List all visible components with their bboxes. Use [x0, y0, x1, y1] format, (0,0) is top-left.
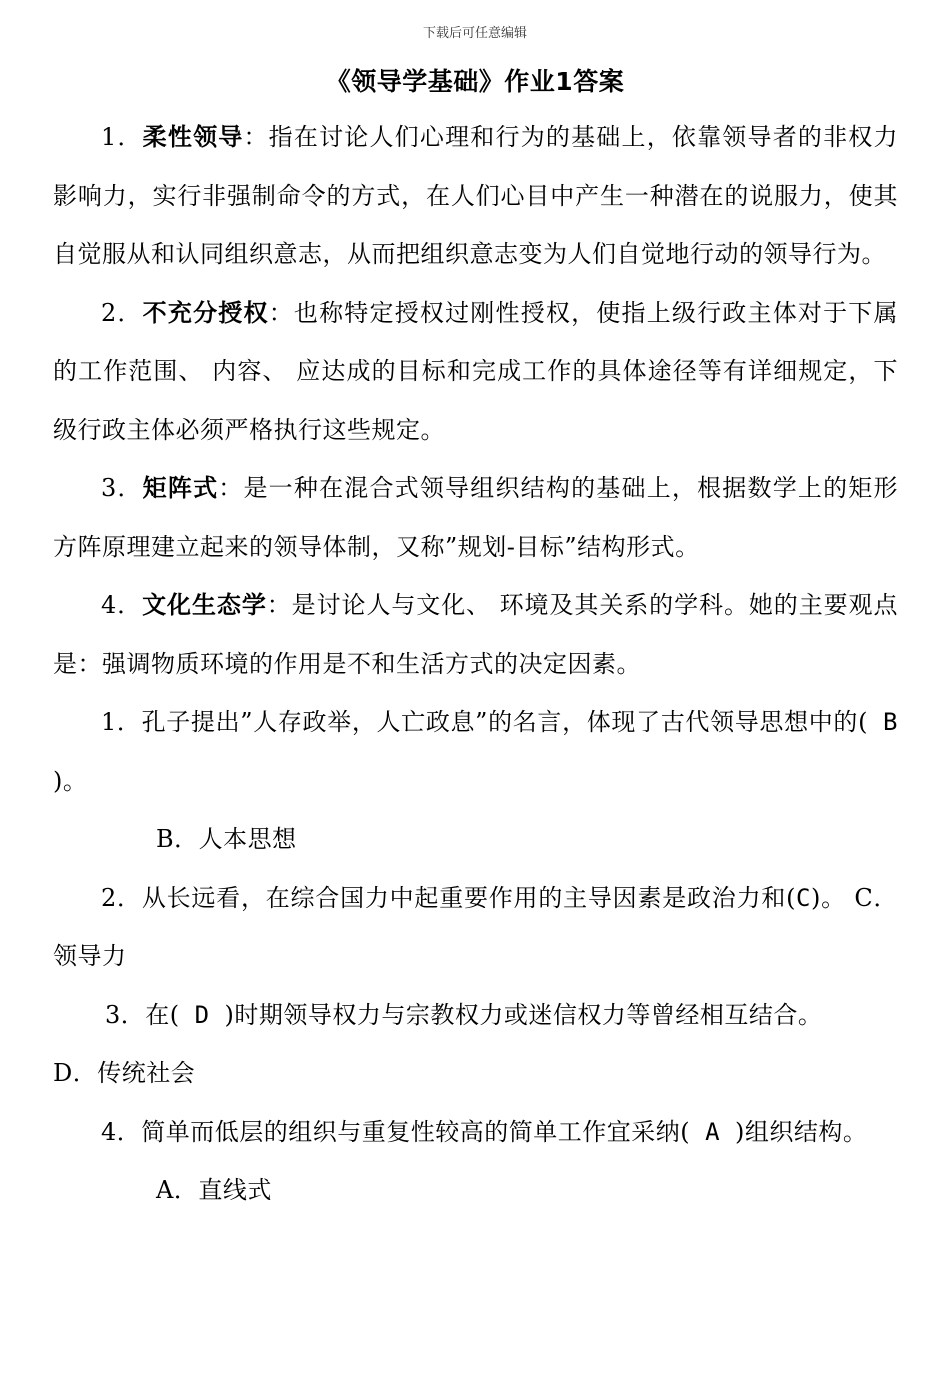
definition-term: 矩阵式 [142, 474, 219, 502]
question-paragraph [53, 986, 898, 1045]
answer-option: C．领导力 [53, 883, 898, 970]
definition-text: ：是讨论人与文化、 环境及其关系的学科。她的主要观点是：强调物质环境的作用是不和生活方式的决定因素。 [53, 591, 898, 678]
question-answer: C [796, 883, 811, 912]
question-answer: A [690, 1117, 735, 1146]
definition-text: ：是一种在混合式领导组织结构的基础上，根据数学上的矩形方阵原理建立起来的领导体制，又称”规划-目标”结构形式。 [53, 474, 898, 561]
definition-paragraph [53, 576, 898, 693]
document-body [53, 108, 898, 1220]
question-text-end: )时期领导权力与宗教权力或迷信权力等曾经相互结合。 [224, 1000, 823, 1029]
definition-term: 文化生态学 [142, 591, 267, 619]
definition-term: 柔性领导 [142, 123, 244, 151]
definition-paragraph [53, 459, 898, 576]
question-text: 1．孔子提出”人存政举，人亡政息”的名言，体现了古代领导思想中的( [101, 708, 868, 736]
question-text-end: )组织结构。 [735, 1117, 868, 1146]
answer-option: B．人本思想 [156, 825, 297, 853]
question-answer: B [867, 708, 899, 736]
definition-text: ：也称特定授权过刚性授权，使指上级行政主体对于下属的工作范围、 内容、 应达成的目标和完成工作的具体途径等有详细规定，下级行政主体必须严格执行这些规定。 [53, 298, 899, 444]
definition-paragraph [53, 108, 898, 284]
definition-number: 1． [101, 123, 143, 151]
question-paragraph [53, 1103, 898, 1162]
question-text-end: )。 [53, 766, 88, 795]
definition-paragraph [53, 284, 898, 460]
definition-number: 3． [101, 474, 143, 502]
question-text-end: )。 [810, 883, 846, 912]
answer-option: A．直线式 [156, 1176, 272, 1204]
definition-number: 2． [101, 298, 143, 327]
question-text: 2．从长远看，在综合国力中起重要作用的主导因素是政治力和( [101, 883, 797, 912]
definition-text: ：指在讨论人们心理和行为的基础上，依靠领导者的非权力影响力，实行非强制命令的方式，在人们心目中产生一种潜在的说服力，使其自觉服从和认同组织意志，从而把组织意志变为人们自觉地行动的领导行为。 [53, 123, 898, 268]
answer-option: D．传统社会 [53, 1059, 196, 1087]
definition-number: 4． [101, 591, 143, 619]
question-answer: D [179, 1000, 225, 1029]
question-paragraph [53, 693, 898, 810]
question-text: 3．在( [105, 1000, 180, 1029]
header-note: 下载后可任意编辑 [422, 26, 527, 41]
definition-term: 不充分授权 [142, 298, 269, 327]
question-text: 4．简单而低层的组织与重复性较高的简单工作宜采纳( [101, 1117, 691, 1146]
question-paragraph [53, 869, 898, 986]
document-title: 《领导学基础》作业1答案 [325, 67, 625, 96]
